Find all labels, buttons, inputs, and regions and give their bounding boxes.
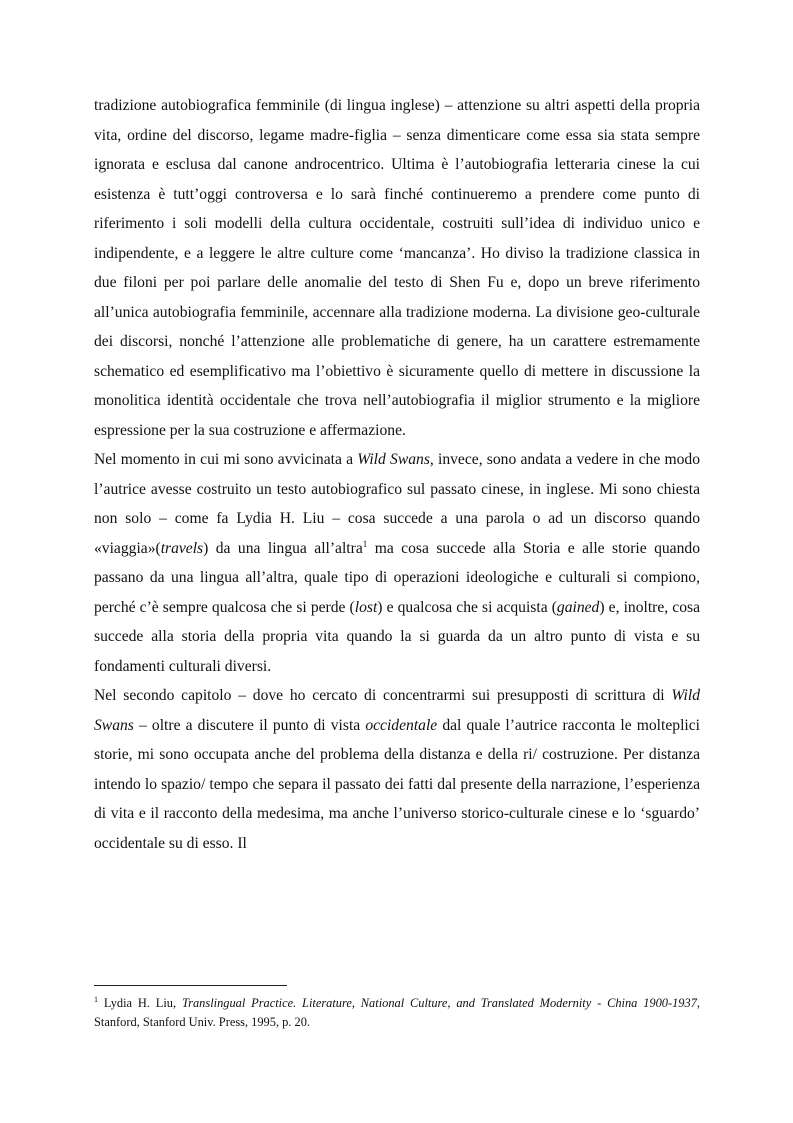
footnote-text <box>94 996 700 1029</box>
text-run: ) e, inoltre, cosa succede alla storia della propria vita quando la si guarda da un altro punto di vista e su fondamenti culturali diversi. <box>94 598 700 675</box>
paragraph-3 <box>94 681 700 858</box>
italic-text: occidentale <box>365 716 438 734</box>
italic-text: Wild Swans <box>94 687 700 734</box>
text-run: Lydia H. Liu, <box>98 996 182 1010</box>
footnote-reference: 1 <box>362 538 368 549</box>
italic-text: gained <box>556 598 600 616</box>
text-run: ma cosa succede alla Storia e alle storie quando passano da una lingua all’altra, quale tipo di operazioni ideologiche e culturali si compiono, perché c’è sempre qualcosa che si perde ( <box>94 539 700 616</box>
italic-text: travels <box>160 539 204 557</box>
italic-text: Wild Swans <box>357 451 430 468</box>
footnote <box>94 994 700 1032</box>
text-run: – oltre a discutere il punto di vista <box>133 716 366 734</box>
italic-text: Translingual Practice. Literature, National Culture, and Translated Modernity - China 1900-1937 <box>181 996 697 1010</box>
paragraph-1 <box>94 91 700 445</box>
footnote-number: 1 <box>94 994 98 1004</box>
text-run: , invece, sono andata a vedere in che modo l’autrice avesse costruito un testo autobiografico sul passato cinese, in inglese. Mi sono chiesta non solo – come fa Lydia H. Liu – cosa succede a una parola o ad un discorso quando «viaggia»( <box>94 451 700 557</box>
text-run: Nel momento in cui mi sono avvicinata a <box>94 451 358 468</box>
text-run: , Stanford, Stanford Univ. Press, 1995, p. 20. <box>94 996 700 1029</box>
text-run: dal quale l’autrice racconta le molteplici storie, mi sono occupata anche del problema della distanza e della ri/ costruzione. Per distanza intendo lo spazio/ tempo che separa il passato dei fatti dal presente della narrazione, l’esperienza di vita e il racconto della medesima, ma anche l’universo storico-culturale cinese e lo ‘sguardo’ occidentale su di esso. Il <box>94 716 700 852</box>
paragraph-2 <box>94 445 700 681</box>
footnote-separator <box>94 985 287 986</box>
text-run: tradizione autobiografica femminile (di lingua inglese) – attenzione su altri aspetti della propria vita, ordine del discorso, legame madre-figlia – senza dimenticare come essa sia stata sempre ignorata e esclusa dal canone androcentrico. Ultima è l’autobiografia letteraria cinese la cui esistenza è tutt’oggi controversa e lo sarà finché continueremo a prendere come punto di riferimento i soli modelli della cultura occidentale, costruiti sull’idea di individuo unico e indipendente, e a leggere le altre culture come ‘mancanza’. Ho diviso la tradizione classica in due filoni per poi parlare delle anomalie del testo di Shen Fu e, dopo un breve riferimento all’unica autobiografia femminile, accennare alla tradizione moderna. La divisione geo-culturale dei discorsi, nonché l’attenzione alle problematiche di genere, ha un carattere estremamente schematico ed esemplificativo ma l’obiettivo è sicuramente quello di mettere in discussione la monolitica identità occidentale che trova nell’autobiografia il miglior strumento e la migliore espressione per la sua costruzione e affermazione. <box>94 97 700 439</box>
text-run: ) da una lingua all’altra <box>203 539 363 557</box>
text-run: ) e qualcosa che si acquista ( <box>377 598 557 616</box>
text-run: Nel secondo capitolo – dove ho cercato di concentrarmi sui presupposti di scrittura di <box>94 687 672 704</box>
italic-text: lost <box>354 598 378 616</box>
body-text <box>94 91 700 858</box>
